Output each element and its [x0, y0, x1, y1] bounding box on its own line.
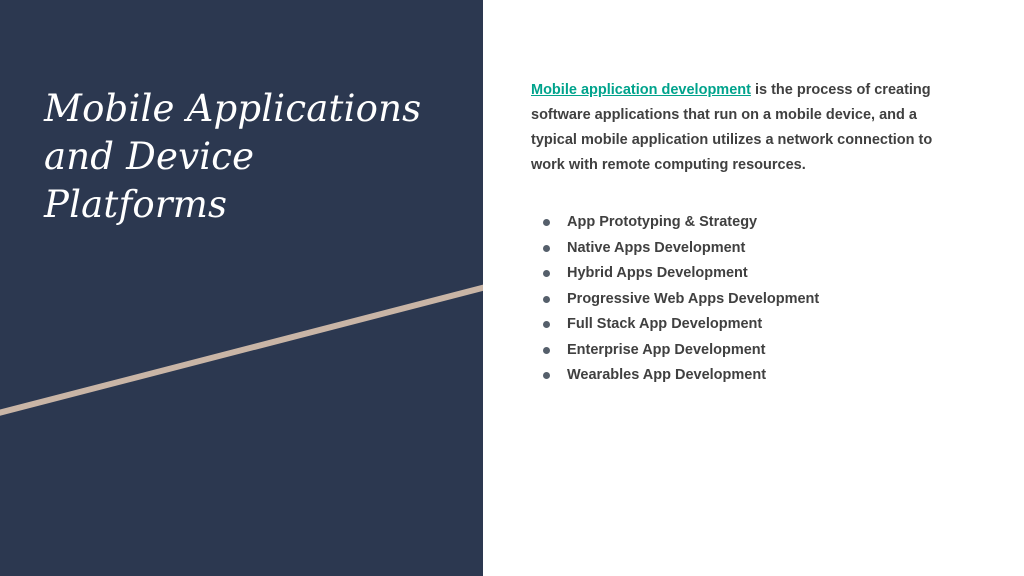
bullet-dot-icon [543, 296, 550, 303]
services-list [531, 210, 991, 389]
diagonal-accent-line [0, 270, 483, 426]
list-item-label: Wearables App Development [567, 367, 767, 383]
bullet-dot-icon [543, 219, 550, 226]
list-item [531, 312, 991, 338]
bullet-dot-icon [543, 321, 550, 328]
bullet-dot-icon [543, 245, 550, 252]
list-item [531, 363, 991, 389]
list-item-label: Native Apps Development [567, 239, 746, 256]
list-item [531, 261, 991, 287]
content-panel [483, 0, 1024, 576]
list-item-label: Progressive Web Apps Development [567, 290, 820, 307]
list-item-label: Enterprise App Development [567, 341, 766, 358]
list-item [531, 287, 991, 313]
list-item-label: Full Stack App Development [567, 316, 763, 332]
intro-paragraph [531, 78, 963, 178]
title-panel [0, 0, 483, 576]
intro-lead-term: Mobile application development [531, 81, 751, 98]
page-title: Mobile Applications and Device Platforms [44, 86, 422, 226]
list-item [531, 236, 991, 262]
intro-rest-text: is the process of creating software applications that run on a mobile device, and a typical mobile application utilizes a network connection to work with remote computing resources. [531, 81, 933, 173]
list-item [531, 338, 991, 364]
bullet-dot-icon [543, 372, 550, 379]
bullet-dot-icon [543, 270, 550, 277]
bullet-dot-icon [543, 347, 550, 354]
list-item-label: App Prototyping & Strategy [567, 214, 758, 230]
list-item [531, 210, 991, 236]
list-item-label: Hybrid Apps Development [567, 265, 748, 281]
